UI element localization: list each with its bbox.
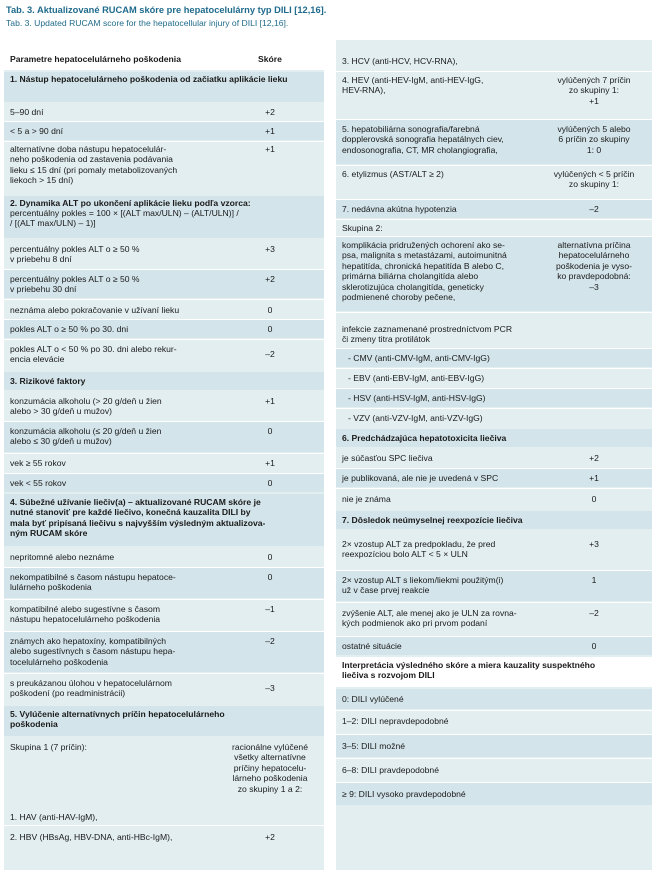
row-label: pokles ALT o < 50 % po 30. dni alebo rekur- encia elevácie — [10, 344, 177, 365]
row-label: percentuálny pokles ALT o ≥ 50 % v priebehu 8 dní — [10, 244, 140, 265]
section-interpretation — [336, 657, 652, 687]
caption-subtitle: Tab. 3. Updated RUCAM score for the hepatocellular injury of DILI [12,16]. — [6, 18, 289, 28]
row-label: nepritomné alebo neznáme — [10, 552, 115, 562]
formula: percentuálny pokles = 100 × [(ALT max/ULN) – (ALT/ULN)] / / [(ALT max/ULN) – 1)] — [10, 208, 239, 229]
table-row — [4, 548, 324, 566]
table-row — [336, 489, 652, 509]
table-row — [336, 220, 652, 236]
list-item — [336, 759, 652, 781]
table-row — [4, 454, 324, 472]
row-label: 4. HEV (anti-HEV-IgM, anti-HEV-IgG, HEV-RNA), — [342, 75, 484, 96]
table-row — [4, 104, 324, 120]
row-label: neznáma alebo pokračovanie v užívaní lieku — [10, 305, 180, 315]
interpretation-item: 6–8: DILI pravdepodobné — [342, 765, 439, 775]
row-label: 6. etylizmus (AST/ALT ≥ 2) — [342, 169, 444, 179]
row-label: konzumácia alkoholu (≤ 20 g/deň u žien alebo ≤ 30 g/deň u mužov) — [10, 426, 162, 447]
table-left-column — [4, 40, 324, 870]
list-item — [336, 783, 652, 805]
row-score: –3 — [265, 683, 275, 693]
row-score: +1 — [265, 126, 275, 136]
table-row — [336, 166, 652, 198]
section-title: 4. Súbežné užívanie liečiv(a) – aktualizované RUCAM skóre je nutné stanoviť pre každé liečivo, konečná kauzalita DILI by mala byť pripísaná liečivu s najvyšším výsledným aktualizova- ným RUCAM skóre — [10, 497, 266, 539]
row-score: vylúčených < 5 príčin zo skupiny 1: — [553, 169, 635, 190]
table-row — [336, 72, 652, 118]
row-score: +2 — [265, 832, 275, 842]
caption-title: Tab. 3. Aktualizované RUCAM skóre pre hepatocelulárny typ DILI [12,16]. — [6, 5, 327, 15]
row-label: je súčasťou SPC liečiva — [342, 453, 433, 463]
table-row — [4, 240, 324, 268]
row-label: je publikovaná, ale nie je uvedená v SPC — [342, 473, 499, 483]
header-param: Parametre hepatocelulárneho poškodenia — [10, 54, 181, 64]
row-score-note: racionálne vylúčené všetky alternatívne príčiny hepatocelu- lárneho poškodenia zo skupiny 1 a 2: — [232, 742, 308, 794]
row-label: Skupina 2: — [342, 223, 383, 233]
list-item — [336, 735, 652, 757]
row-score: 0 — [267, 305, 273, 315]
table-row — [4, 340, 324, 370]
row-label: známych ako hepatoxíny, kompatibilných alebo sugestívnych s časom nástupu hepa- tocelulárneho poškodenia — [10, 636, 176, 667]
section-title: 2. Dynamika ALT po ukončení aplikácie lieku podľa vzorca: — [10, 198, 251, 208]
table-row — [336, 409, 652, 427]
row-score: +3 — [589, 539, 599, 549]
section-title: 1. Nástup hepatocelulárneho poškodenia od začiatku aplikácie lieku — [10, 74, 288, 84]
table-row — [4, 392, 324, 420]
row-label: infekcie zaznamenané prostredníctvom PCR či zmeny titra protilátok — [342, 324, 513, 345]
section-title: 3. Rizikové faktory — [10, 376, 86, 386]
row-label: vek < 55 rokov — [10, 478, 67, 488]
row-label: alternatívne doba nástupu hepatocelulár- neho poškodenia od zastavenia podávania lieku ≤ 15 dní (pri pomaly metabolizovaných liekoch > 15 dní) — [10, 144, 178, 186]
row-score: +1 — [265, 458, 275, 468]
row-score: alternatívna príčina hepatocelulárneho poškodenia je vyso- ko pravdepodobná: –3 — [556, 240, 632, 292]
row-label: Skupina 1 (7 príčin): — [10, 742, 87, 752]
row-label: 5. hepatobiliárna sonografia/farebná dopplerovská sonografia hepatálnych ciev, endosonografia, CT, MR cholangiografia, — [342, 124, 504, 155]
row-score: vylúčených 5 alebo 6 príčin zo skupiny 1: 0 — [557, 124, 631, 155]
row-score: 1 — [591, 575, 597, 585]
table-row — [4, 568, 324, 598]
interpretation-item: 1–2: DILI nepravdepodobné — [342, 716, 449, 726]
list-item — [336, 689, 652, 709]
row-label: percentuálny pokles ALT o ≥ 50 % v priebehu 30 dní — [10, 274, 140, 295]
table-row — [4, 738, 324, 848]
row-label: vek ≥ 55 rokov — [10, 458, 66, 468]
row-label: 1. HAV (anti-HAV-IgM), — [10, 812, 98, 822]
row-score: –2 — [265, 349, 275, 359]
table-row — [336, 449, 652, 467]
table-row — [336, 200, 652, 218]
header-score: Skóre — [258, 54, 282, 64]
table-row — [4, 122, 324, 140]
table-caption — [6, 4, 646, 29]
section-3 — [4, 372, 324, 390]
row-score: –2 — [589, 608, 599, 618]
row-score: +2 — [265, 274, 275, 284]
table-row — [336, 469, 652, 487]
row-label: ostatné situácie — [342, 641, 402, 651]
row-score: +3 — [265, 244, 275, 254]
table-row — [336, 531, 652, 569]
table-row — [336, 603, 652, 635]
row-score: 0 — [591, 494, 597, 504]
table-row — [336, 389, 652, 407]
row-label: kompatibilné alebo sugestívne s časom nástupu hepatocelulárneho poškodenia — [10, 604, 161, 625]
row-label: zvýšenie ALT, ale menej ako je ULN za rovna- kých podmienok ako pri prvom podaní — [342, 608, 517, 629]
section-4 — [4, 494, 324, 546]
table-right-column — [336, 40, 652, 870]
table-header — [4, 40, 324, 70]
section-1 — [4, 72, 324, 102]
row-score: 0 — [267, 552, 273, 562]
row-label: < 5 a > 90 dní — [10, 126, 64, 136]
table-row — [4, 474, 324, 492]
row-label: - EBV (anti-EBV-IgM, anti-EBV-IgG) — [348, 373, 485, 383]
row-score: –2 — [265, 636, 275, 646]
section-7 — [336, 511, 652, 529]
row-label: 2. HBV (HBsAg, HBV-DNA, anti-HBc-IgM), — [10, 832, 173, 842]
interpretation-item: 3–5: DILI možné — [342, 741, 406, 751]
table-row — [4, 632, 324, 672]
row-label: - HSV (anti-HSV-IgM, anti-HSV-IgG) — [348, 393, 486, 403]
table-row — [4, 320, 324, 338]
table-row — [336, 637, 652, 655]
row-label: pokles ALT o ≥ 50 % po 30. dni — [10, 324, 129, 334]
section-6 — [336, 429, 652, 447]
row-label: nie je známa — [342, 494, 391, 504]
row-score: 0 — [267, 478, 273, 488]
section-title: 6. Predchádzajúca hepatotoxicita liečiva — [342, 433, 507, 443]
row-score: +2 — [589, 453, 599, 463]
section-title: 7. Dôsledok neúmyselnej reexpozície liečiva — [342, 515, 523, 525]
row-label: komplikácia pridružených ochorení ako se- psa, malignita s metastázami, autoimunitná hepatitída, chronická hepatitída B alebo C, primárna biliárna cholangitída alebo sklerotizujúca cholangitída, geneticky podmienené choroby pečene, — [342, 240, 507, 303]
row-label: - VZV (anti-VZV-IgM, anti-VZV-IgG) — [348, 413, 483, 423]
row-score: +2 — [265, 107, 275, 117]
table-row — [336, 313, 652, 347]
row-score: vylúčených 7 príčin zo skupiny 1: +1 — [557, 75, 631, 106]
table-row — [4, 422, 324, 452]
row-label: konzumácia alkoholu (> 20 g/deň u žien alebo > 30 g/deň u mužov) — [10, 396, 162, 417]
row-score: –1 — [265, 604, 275, 614]
section-title: Interpretácia výsledného skóre a miera kauzality suspektného liečiva s rozvojom DILI — [342, 660, 596, 681]
row-score: –2 — [589, 204, 599, 214]
table-row — [336, 571, 652, 601]
table-row — [336, 349, 652, 367]
table-row — [336, 120, 652, 164]
row-label: 2× vzostup ALT s liekom/liekmi použitým(i) už v čase prvej reakcie — [342, 575, 504, 596]
table-row — [336, 237, 652, 311]
section-5 — [4, 706, 324, 736]
row-label: 2× vzostup ALT za predpokladu, že pred reexpozíciou bolo ALT < 5 × ULN — [342, 539, 496, 560]
interpretation-item: ≥ 9: DILI vysoko pravdepodobné — [342, 789, 466, 799]
section-title: 5. Vylúčenie alternatívnych príčin hepatocelulárneho poškodenia — [10, 709, 225, 730]
interpretation-item: 0: DILI vylúčené — [342, 694, 404, 704]
row-label: 3. HCV (anti-HCV, HCV-RNA), — [342, 56, 458, 66]
row-label: - CMV (anti-CMV-IgM, anti-CMV-IgG) — [348, 353, 490, 363]
section-2 — [4, 196, 324, 238]
table-row — [4, 270, 324, 298]
table-row — [4, 600, 324, 630]
table-row — [336, 369, 652, 387]
table-row — [4, 300, 324, 318]
table-row — [4, 674, 324, 704]
row-label: 7. nedávna akútna hypotenzia — [342, 204, 457, 214]
row-score: 0 — [267, 426, 273, 436]
table-row — [336, 40, 652, 66]
row-score: 0 — [267, 324, 273, 334]
row-label: nekompatibilné s časom nástupu hepatoce- lulárneho poškodenia — [10, 572, 176, 593]
row-score: +1 — [265, 396, 275, 406]
list-item — [336, 711, 652, 733]
table-row — [4, 142, 324, 194]
row-label: 5–90 dní — [10, 107, 44, 117]
row-score: +1 — [265, 144, 275, 154]
row-score: +1 — [589, 473, 599, 483]
row-score: 0 — [267, 572, 273, 582]
row-score: 0 — [591, 641, 597, 651]
row-label: s preukázanou úlohou v hepatocelulárnom poškodení (po readministrácii) — [10, 678, 172, 699]
